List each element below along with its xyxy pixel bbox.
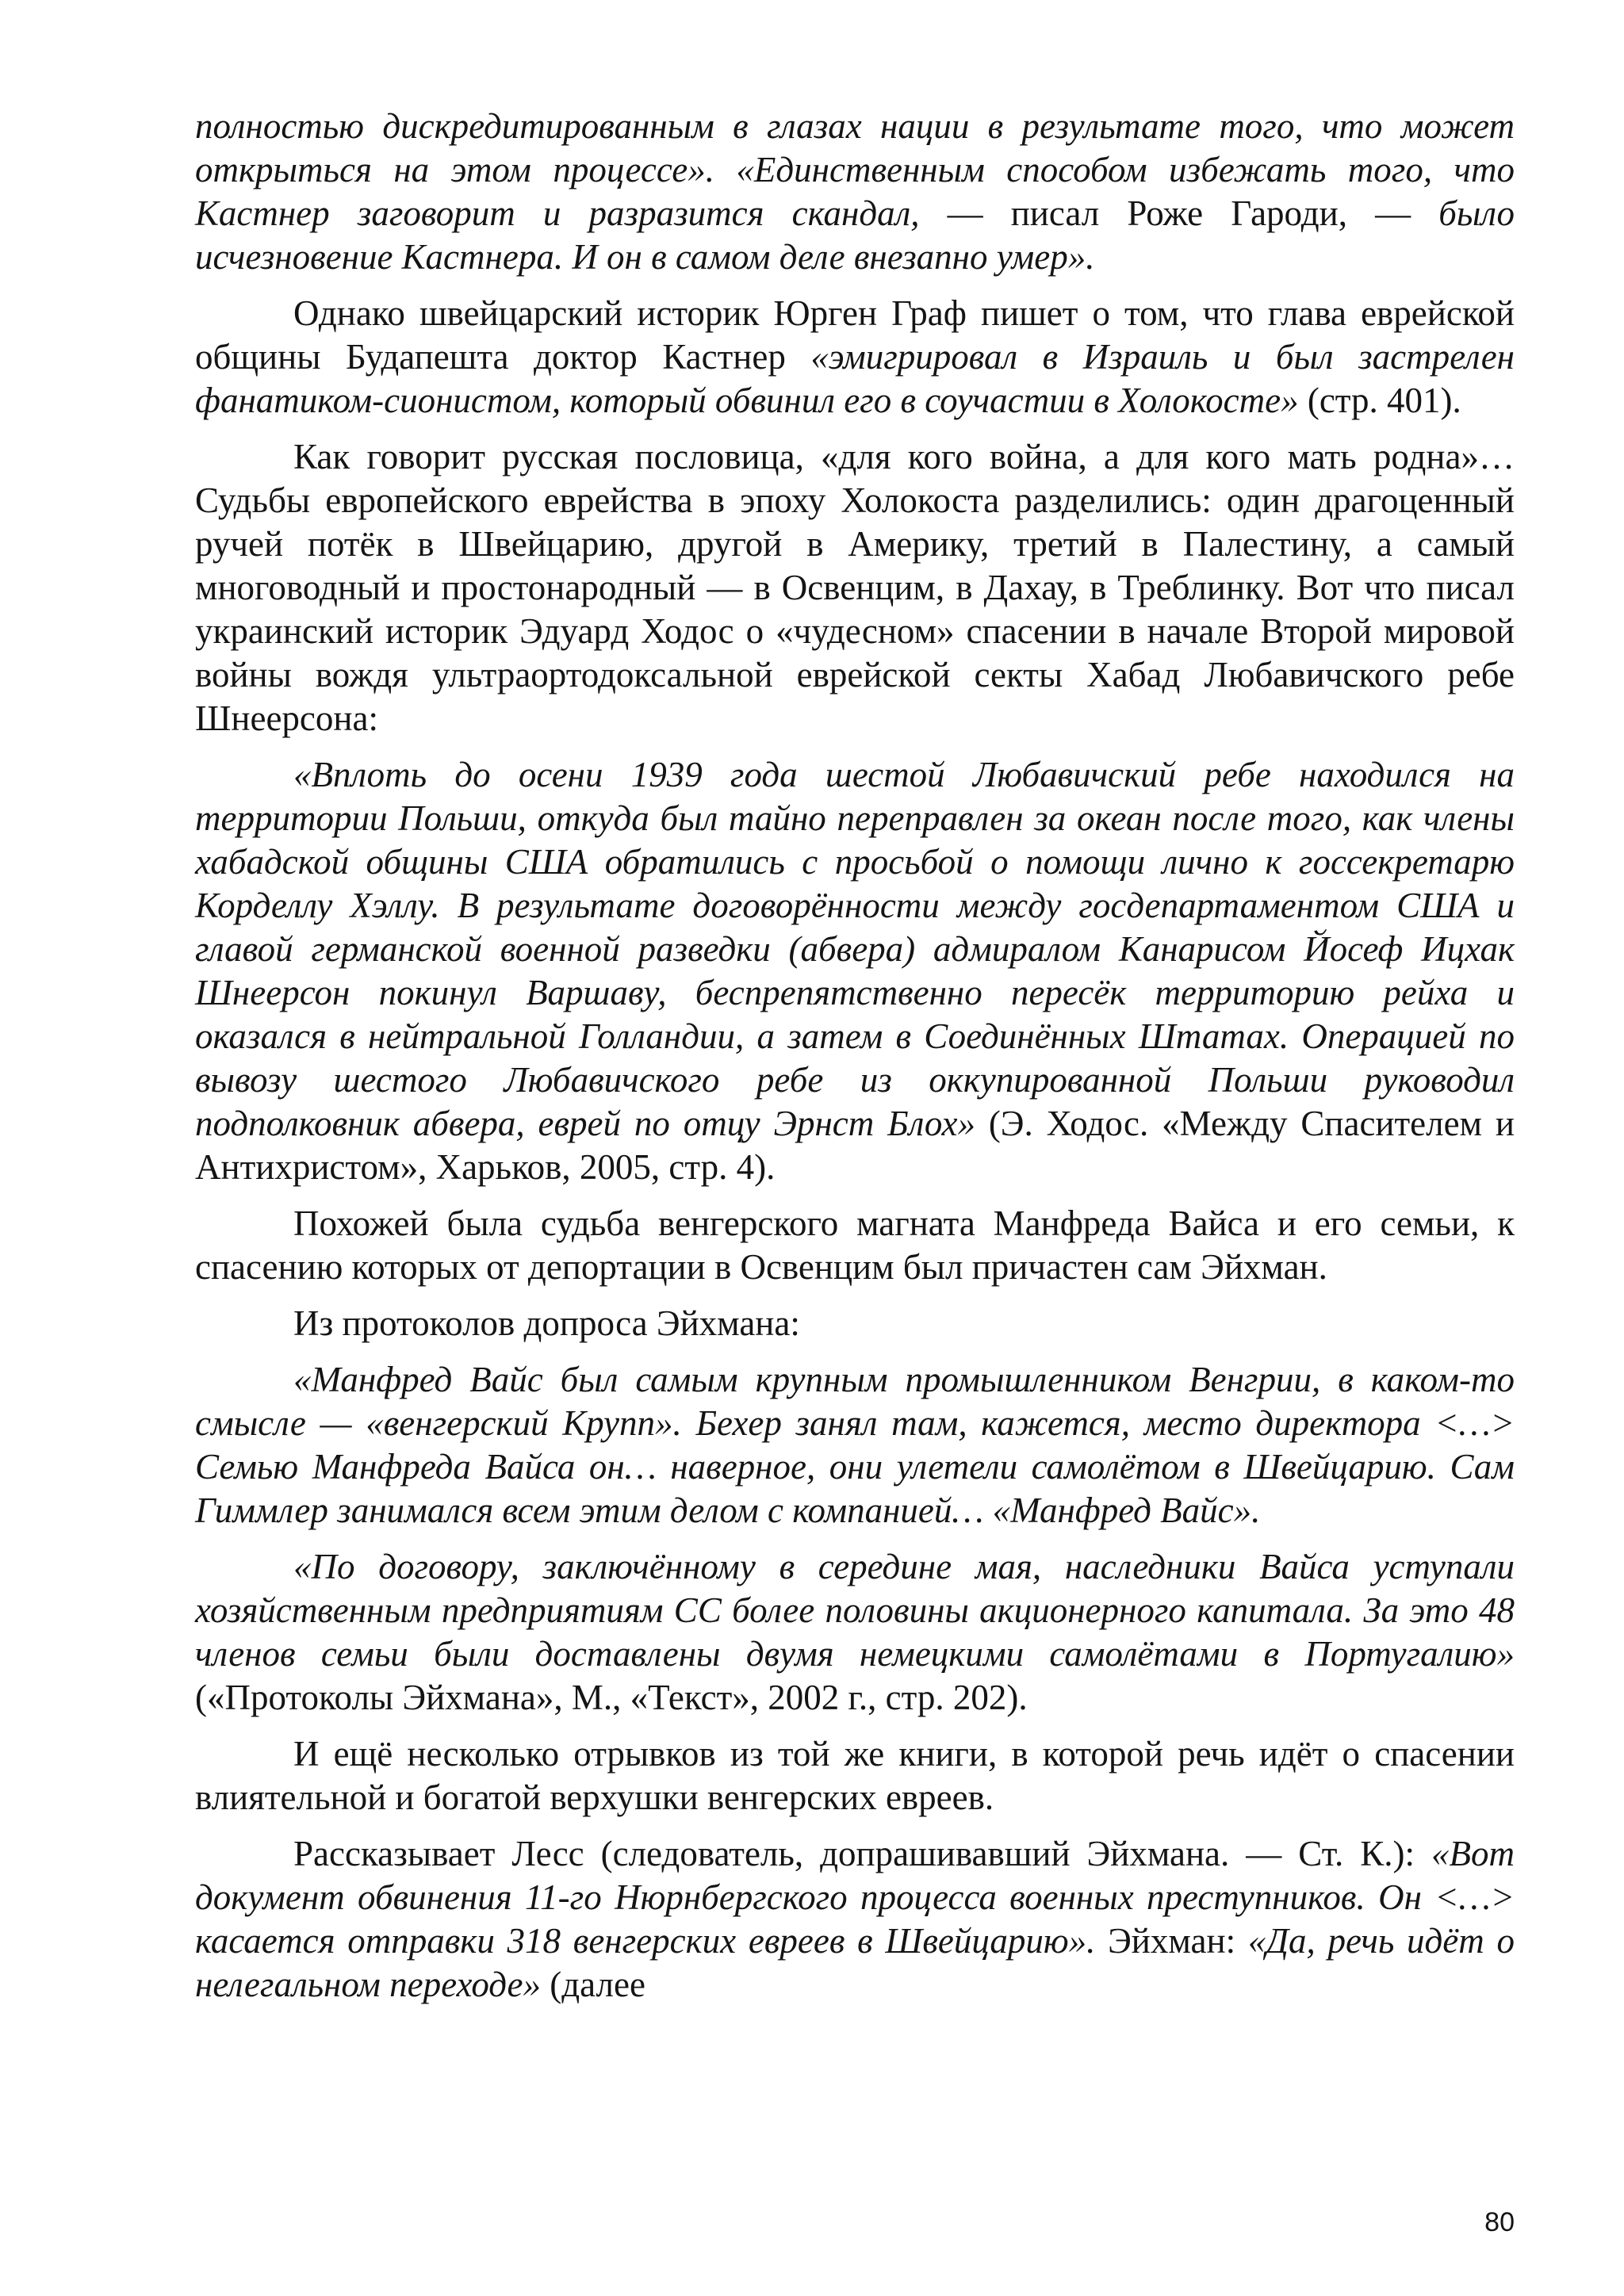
paragraph-2 [195, 292, 1515, 423]
text-run: Однако швейцарский историк Юрген Граф пишет о том, что глава еврейской общины Будапешта доктор Кастнер [195, 293, 1515, 377]
text-run: Похожей была судьба венгерского магната Манфреда Вайса и его семьи, к спасению которых от депортации в Освенцим был причастен сам Эйхман. [195, 1203, 1515, 1287]
paragraph-1 [195, 105, 1515, 279]
text-run: «эмигрировал в Израиль и был застрелен фанатиком-сионистом, который обвинил его в соучастии в Холокосте» [195, 337, 1515, 420]
text-run: Рассказывает Лесс (следователь, допрашивавший Эйхмана. — Ст. К.): [293, 1834, 1431, 1873]
document-body [195, 105, 1515, 2019]
paragraph-3 [195, 435, 1515, 740]
text-run: Из протоколов допроса Эйхмана: [293, 1303, 800, 1343]
text-run: «По договору, заключённому в середине мая, наследники Вайса уступали хозяйственным предприятиям СС более половины акционерного капитала. За это 48 членов семьи были доставлены двумя немецкими самолётами в Португалию» [195, 1547, 1515, 1674]
text-run: «Вплоть до осени 1939 года шестой Любавичский ребе находился на территории Польши, откуда был тайно переправлен за океан после того, как члены хабадской общины США обратились с просьбой о помощи лично к госсекретарю Корделлу Хэллу. В результате договорённости между госдепартаментом США и главой германской военной разведки (абвера) адмиралом Канарисом Йосеф Ицхак Шнеерсон покинул Варшаву, беспрепятственно пересёк территорию рейха и оказался в нейтральной Голландии, а затем в Соединённых Штатах. Операцией по вывозу шестого Любавичского ребе из оккупированной Польши руководил подполковник абвера, еврей по отцу Эрнст Блох» [195, 755, 1515, 1143]
paragraph-5 [195, 1202, 1515, 1289]
text-run: (стр. 401). [1298, 381, 1461, 420]
paragraph-10 [195, 1832, 1515, 2007]
text-run: (далее [541, 1965, 645, 2004]
text-run: (Э. Ходос. «Между Спасителем и Антихристом», Харьков, 2005, стр. 4). [195, 1104, 1515, 1187]
text-run: «Да, речь идёт о нелегальном переходе» [195, 1921, 1515, 2004]
paragraph-7-quote [195, 1358, 1515, 1533]
text-run: Эйхман: [1095, 1921, 1248, 1961]
text-run: Как говорит русская пословица, «для кого война, а для кого мать родна»… Судьбы европейского еврейства в эпоху Холокоста разделились: один драгоценный ручей потёк в Швейцарию, другой в Америку, третий в Палестину, а самый многоводный и простонародный — в Освенцим, в Дахау, в Треблинку. Вот что писал украинский историк Эдуард Ходос о «чудесном» спасении в начале Второй мировой войны вождя ультраортодоксальной еврейской секты Хабад Любавичского ребе Шнеерсона: [195, 437, 1515, 738]
text-run: «Манфред Вайс был самым крупным промышленником Венгрии, в каком-то смысле — «венгерский Крупп». Бехер занял там, кажется, место директора <…> Семью Манфреда Вайса он… наверное, они улетели самолётом в Швейцарию. Сам Гиммлер занимался всем этим делом с компанией… «Манфред Вайс». [195, 1360, 1515, 1530]
paragraph-8-quote [195, 1545, 1515, 1720]
paragraph-4-quote [195, 753, 1515, 1189]
paragraph-9 [195, 1732, 1515, 1820]
text-run: было исчезновение Кастнера. И он в самом деле внезапно умер». [195, 193, 1515, 277]
text-run: полностью дискредитированным в глазах нации в результате того, что может открыться на этом процессе». «Единственным способом избежать того, что Кастнер заговорит и разразится скандал, [195, 106, 1515, 233]
paragraph-6 [195, 1302, 1515, 1345]
text-run: — писал Роже Гароди, — [919, 193, 1439, 233]
text-run: И ещё несколько отрывков из той же книги, в которой речь идёт о спасении влиятельной и богатой верхушки венгерских евреев. [195, 1734, 1515, 1817]
text-run: «Вот документ обвинения 11-го Нюрнбергского процесса военных преступников. Он <…> касается отправки 318 венгерских евреев в Швейцарию». [195, 1834, 1515, 1961]
text-run: («Протоколы Эйхмана», М., «Текст», 2002 г., стр. 202). [195, 1678, 1028, 1717]
page-number: 80 [1484, 2207, 1515, 2237]
